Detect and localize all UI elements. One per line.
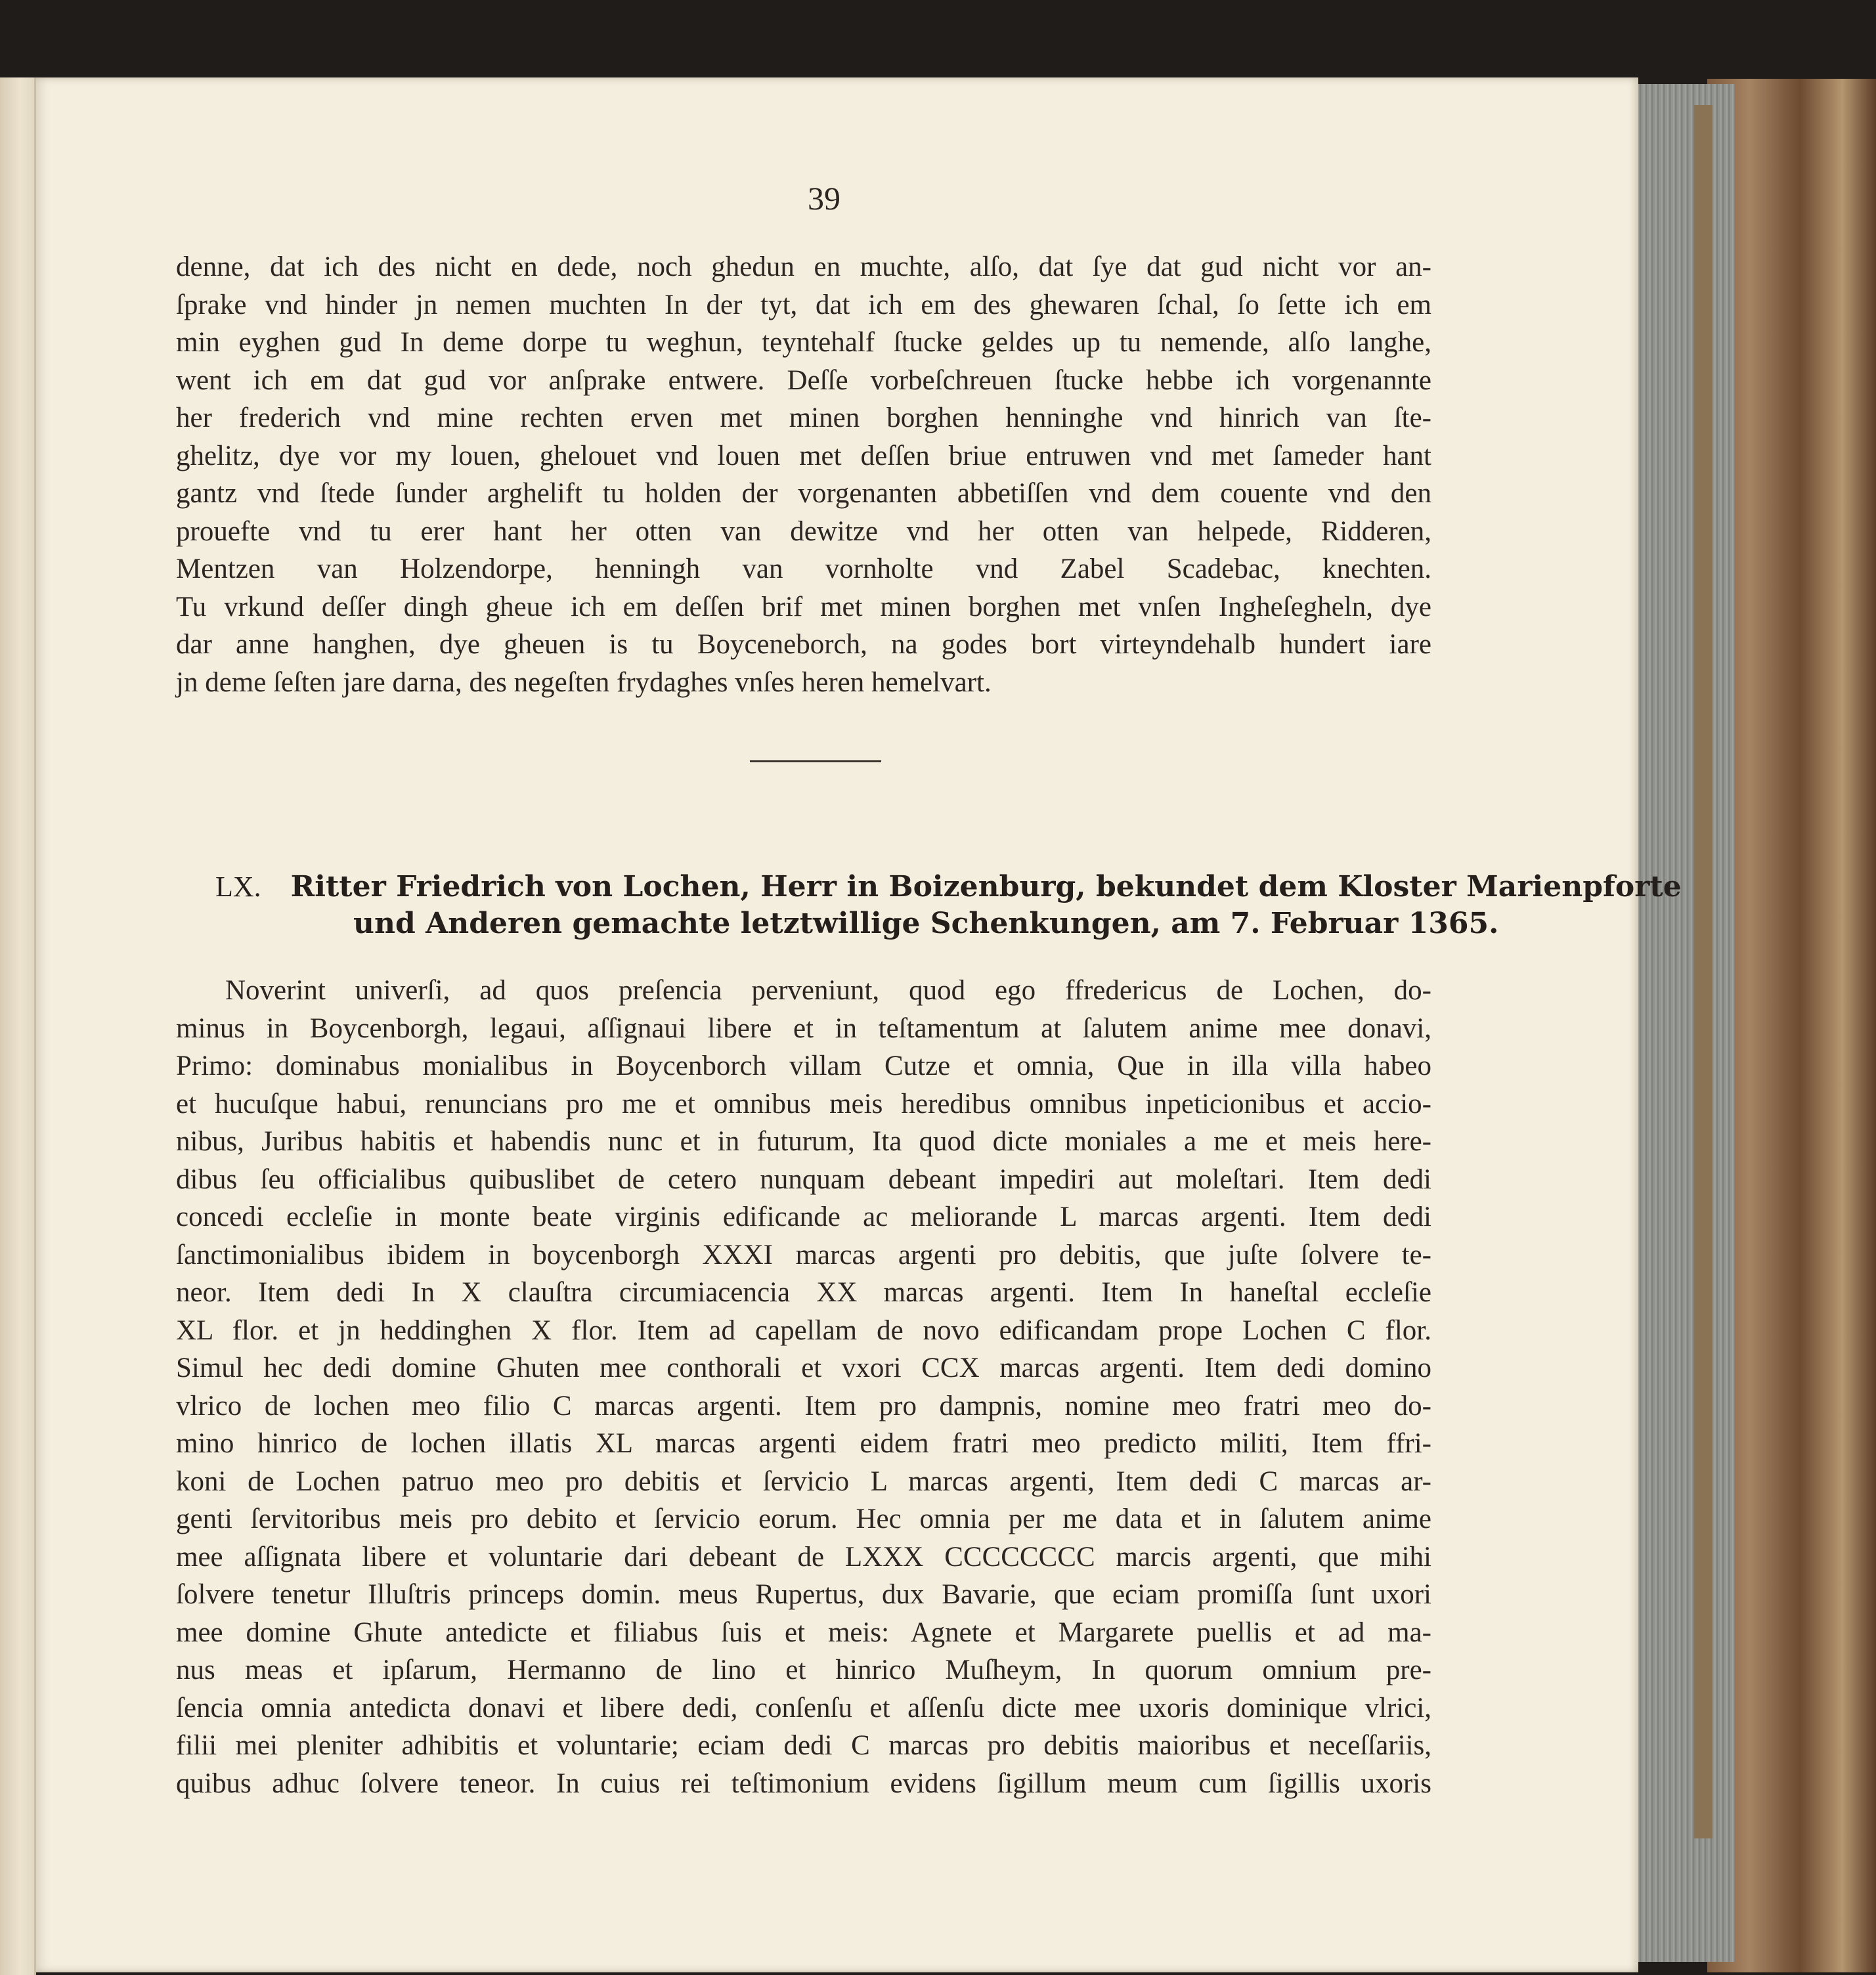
text-line: Noverint univerſi, ad quos preſencia perveniunt, quod ego ffredericus de Lochen, do-: [225, 975, 1431, 1006]
previous-page-sliver: [0, 77, 36, 1975]
document-number: LX.: [215, 871, 261, 903]
text-line: denne, dat ich des nicht en dede, noch ghedun en muchte, alſo, dat ſye dat gud nicht vor an-: [176, 251, 1431, 282]
heading-line-2: und Anderen gemachte letztwillige Schenkungen, am 7. Februar 1365.: [353, 907, 1499, 940]
heading-line-1: [215, 869, 1682, 905]
text-line: ſencia omnia antedicta donavi et libere dedi, conſenſu et aſſenſu dicte mee uxoris dominique vlrici,: [176, 1692, 1431, 1724]
text-line: quibus adhuc ſolvere teneor. In cuius rei teſtimonium evidens ſigillum meum cum ſigillis uxoris: [176, 1768, 1431, 1799]
text-line: et hucuſque habui, renuncians pro me et omnibus meis heredibus omnibus inpeticionibus et accio-: [176, 1088, 1431, 1119]
text-line: concedi eccleſie in monte beate virginis edificande ac meliorande L marcas argenti. Item dedi: [176, 1202, 1431, 1232]
text-line: vlrico de lochen meo filio C marcas argenti. Item pro dampnis, nomine meo fratri meo do-: [176, 1390, 1431, 1422]
text-line: koni de Lochen patruo meo pro debitis et ſervicio L marcas argenti, Item dedi C marcas ar-: [176, 1465, 1431, 1497]
book-page: [36, 77, 1682, 1972]
text-line: filii mei pleniter adhibitis et voluntarie; eciam dedi C marcas pro debitis maioribus et neceſſariis,: [176, 1730, 1431, 1761]
text-line: mino hinrico de lochen illatis XL marcas argenti eidem fratri meo predicto militi, Item ffri-: [176, 1428, 1431, 1459]
text-line: Simul hec dedi domine Ghuten mee conthorali et vxori CCX marcas argenti. Item dedi domino: [176, 1353, 1431, 1383]
text-line: Tu vrkund deſſer dingh gheue ich em deſſen brif met minen borghen met vnſen Ingheſegheln, dye: [176, 591, 1431, 622]
text-line: dibus ſeu officialibus quibuslibet de cetero nunquam debeant impediri aut moleſtari. Item dedi: [176, 1163, 1431, 1195]
text-line: mee domine Ghute antedicte et filiabus ſuis et meis: Agnete et Margarete puellis et ad ma-: [176, 1617, 1431, 1648]
text-line: mee aſſignata libere et voluntarie dari debeant de LXXX CCCCCCCC marcis argenti, que mihi: [176, 1541, 1431, 1573]
text-line: minus in Boycenborgh, legaui, aſſignaui libere et in teſtamentum at ſalutem anime mee donavi,: [176, 1012, 1431, 1044]
charter-text: [176, 972, 1431, 1802]
book-headband: [1694, 105, 1712, 1838]
text-line: prouefte vnd tu erer hant her otten van dewitze vnd her otten van helpede, Ridderen,: [176, 515, 1431, 547]
text-line: dar anne hanghen, dye gheuen is tu Boyceneborch, na godes bort virteyndehalb hundert iare: [176, 629, 1431, 660]
text-line: nibus, Juribus habitis et habendis nunc et in futurum, Ita quod dicte moniales a me et meis here-: [176, 1126, 1431, 1157]
section-divider: [750, 760, 881, 762]
heading-title-1: Ritter Friedrich von Lochen, Herr in Boizenburg, bekundet dem Kloster Marienpforte: [290, 870, 1682, 903]
text-line: Mentzen van Holzendorpe, henningh van vornholte vnd Zabel Scadebac, knechten.: [176, 553, 1431, 584]
text-line: Primo: dominabus monialibus in Boycenborch villam Cutze et omnia, Que in illa villa habeo: [176, 1051, 1431, 1081]
text-line: ſanctimonialibus ibidem in boycenborgh XXXI marcas argenti pro debitis, que juſte ſolvere te-: [176, 1239, 1431, 1270]
page-edges: [1635, 84, 1735, 1962]
text-line: neor. Item dedi In X clauſtra circumiacencia XX marcas argenti. Item In haneſtal eccleſie: [176, 1277, 1431, 1308]
text-line: XL flor. et jn heddinghen X flor. Item ad capellam de novo edificandam prope Lochen C flor.: [176, 1314, 1431, 1346]
text-line: nus meas et ipſarum, Hermanno de lino et hinrico Muſheym, In quorum omnium pre-: [176, 1655, 1431, 1685]
text-line: ghelitz, dye vor my louen, ghelouet vnd louen met deſſen briue entruwen vnd met ſameder hant: [176, 440, 1431, 471]
continuation-text: [176, 248, 1431, 701]
text-line: min eyghen gud In deme dorpe tu weghun, teyntehalf ſtucke geldes up tu nemende, alſo langhe,: [176, 327, 1431, 358]
text-line: ſprake vnd hinder jn nemen muchten In der tyt, dat ich em des ghewaren ſchal, ſo ſette ich em: [176, 289, 1431, 320]
text-line: went ich em dat gud vor anſprake entwere. Deſſe vorbeſchreuen ſtucke hebbe ich vorgenannte: [176, 364, 1431, 396]
text-line: ſolvere tenetur Illuſtris princeps domin. meus Rupertus, dux Bavarie, que eciam promiſſa ſunt uxori: [176, 1579, 1431, 1610]
text-line: her frederich vnd mine rechten erven met minen borghen henninghe vnd hinrich van ſte-: [176, 402, 1431, 433]
text-line: jn deme ſeſten jare darna, des negeſten frydaghes vnſes heren hemelvart.: [176, 666, 992, 698]
text-line: gantz vnd ſtede ſunder arghelift tu holden der vorgenanten abbetiſſen vnd dem couente vnd den: [176, 478, 1431, 509]
page-number: 39: [808, 180, 840, 217]
document-heading: [215, 869, 1682, 942]
text-line: genti ſervitoribus meis pro debito et ſervicio eorum. Hec omnia per me data et in ſalutem anime: [176, 1504, 1431, 1534]
